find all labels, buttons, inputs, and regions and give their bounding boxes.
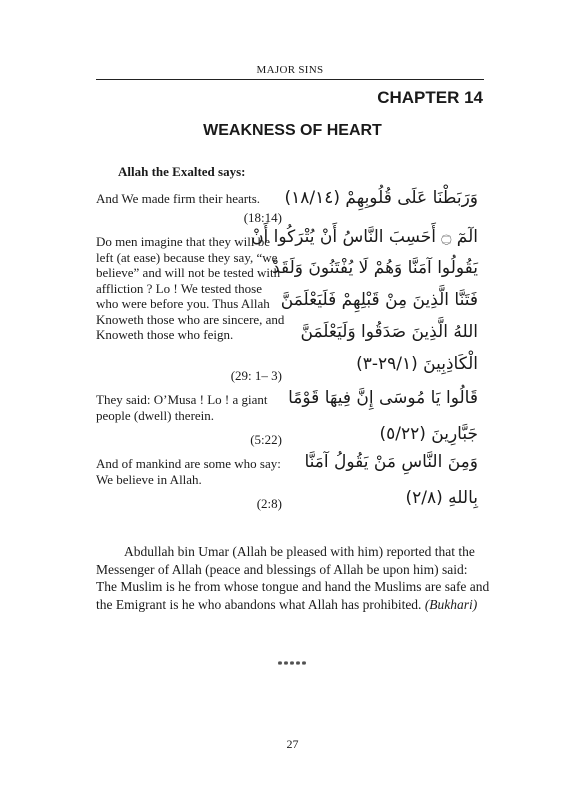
- arabic-verse-line: اللهُ الَّذِينَ صَدَقُوا وَلَيَعْلَمَنَّ: [300, 322, 478, 342]
- chapter-heading: CHAPTER 14: [377, 88, 483, 107]
- header-rule: [96, 79, 484, 80]
- hadith-text: Abdullah bin Umar (Allah be pleased with him) reported that the Messenger of Allah (peace and blessings of Allah be upon him) said: The Muslim is he from whose tongue and hand the Muslims are safe and the Emigrant is he who abandons what Allah has prohibited.: [96, 544, 490, 612]
- hadith-paragraph: [96, 543, 490, 613]
- arabic-verse-line: وَرَبَطْنَا عَلَى قُلُوبِهِمْ (١٨/١٤): [284, 188, 478, 208]
- chapter-title: WEAKNESS OF HEART: [203, 122, 382, 139]
- arabic-verse-line: يَقُولُوا آمَنَّا وَهُمْ لَا يُفْتَنُونَ وَلَقَدْ: [272, 258, 478, 278]
- verse-translation: They said: O’Musa ! Lo ! a giant people (dwell) therein.: [96, 392, 268, 423]
- arabic-verse-line: الْكَاذِبِينَ (٢٩/١-٣): [356, 354, 478, 374]
- verse-translation: And of mankind are some who say: We believe in Allah.: [96, 456, 281, 487]
- verse-reference: (2:8): [256, 496, 282, 511]
- arabic-verse-line: الٓمٓ ۝ أَحَسِبَ النَّاسُ أَنْ يُتْرَكُوا أَنْ: [251, 227, 478, 247]
- hadith-source: (Bukhari): [424, 596, 478, 612]
- verse-reference: (29: 1– 3): [230, 368, 282, 383]
- verse-translation: And We made firm their hearts.: [96, 191, 261, 206]
- arabic-verse-line: فَتَنَّا الَّذِينَ مِنْ قَبْلِهِمْ فَلَيَعْلَمَنَّ: [280, 290, 478, 310]
- intro-line: Allah the Exalted says:: [118, 164, 246, 179]
- verse-reference: (5:22): [250, 432, 282, 447]
- arabic-verse-line: بِاللهِ (٢/٨): [405, 488, 478, 508]
- verse-reference: (18:14): [243, 210, 282, 225]
- section-separator: *****: [277, 660, 308, 671]
- page-number: 27: [286, 737, 299, 751]
- verse-translation: Do men imagine that they will be left (at ease) because they say, “we believe” and will not be tested with affliction ? Lo ! We tested those who were before you. Thus Allah Knoweth those who are sincere, and Knoweth those who feign.: [96, 234, 285, 342]
- arabic-verse-line: وَمِنَ النَّاسِ مَنْ يَقُولُ آمَنَّا: [304, 452, 478, 472]
- running-head: MAJOR SINS: [256, 64, 324, 76]
- arabic-verse-line: قَالُوا يَا مُوسَى إِنَّ فِيهَا قَوْمًا: [288, 388, 478, 408]
- arabic-verse-line: جَبَّارِينَ (٥/٢٢): [379, 424, 478, 444]
